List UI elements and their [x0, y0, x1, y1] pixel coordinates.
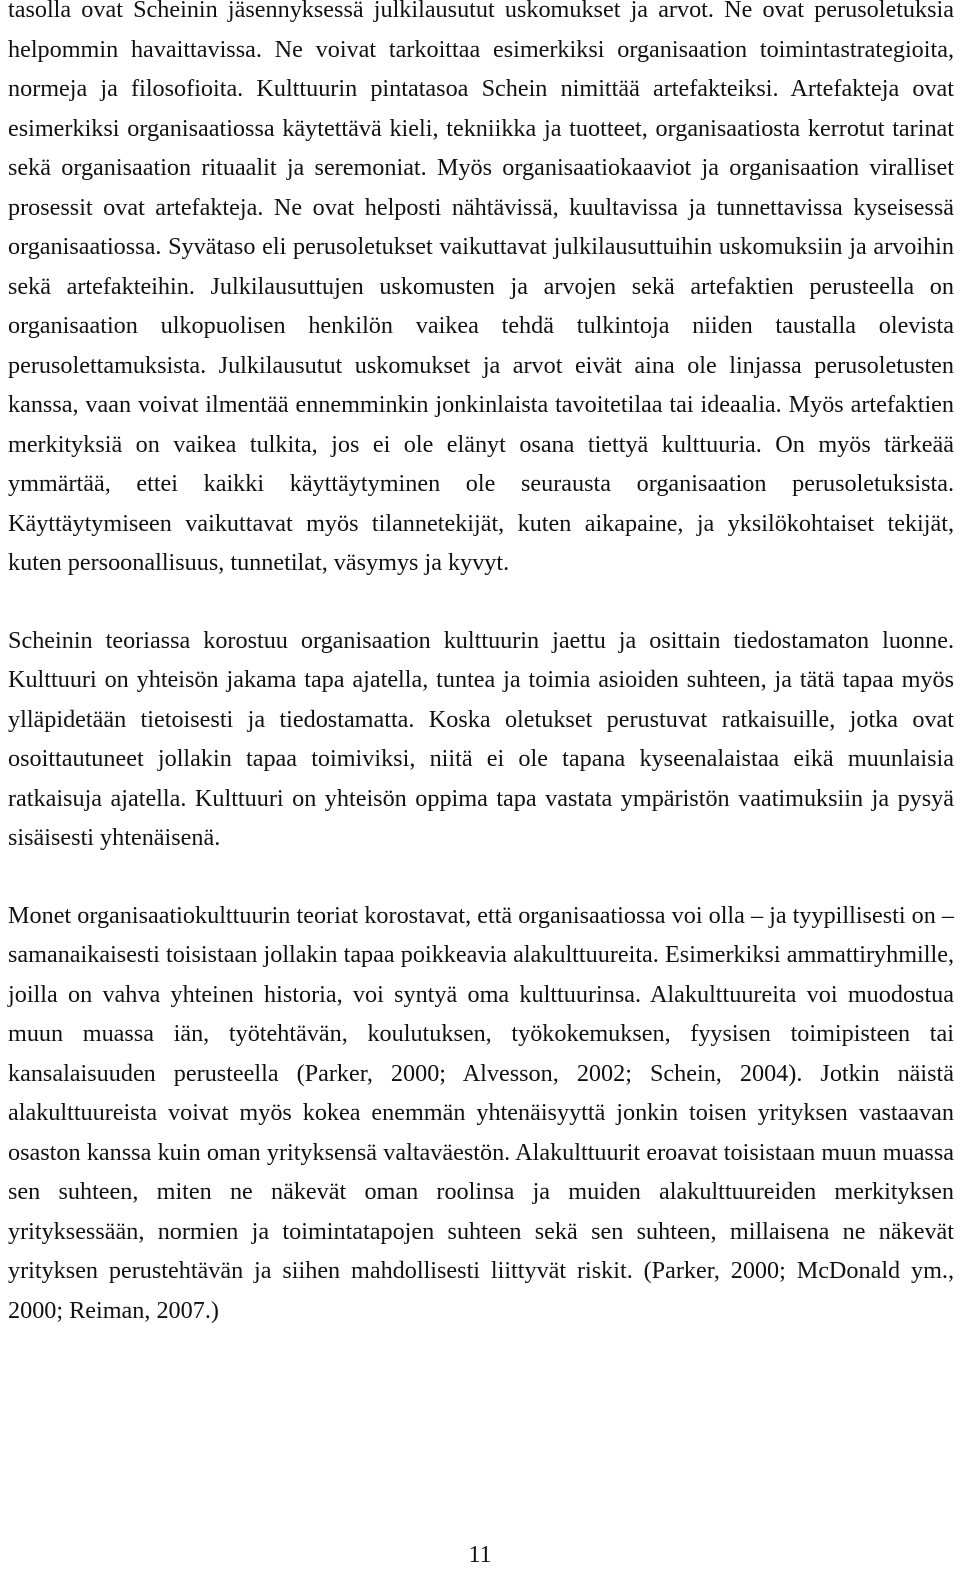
page-number: 11: [468, 1542, 492, 1568]
document-page: [8, 0, 954, 1330]
body-paragraph: Monet organisaatiokulttuurin teoriat korostavat, että organisaatiossa voi olla – ja tyypillisesti on – samanaikaisesti toisistaan jollakin tapaa poikkeavia alakulttuureita. Esimerkiksi ammattiryhmille, joilla on vahva yhteinen historia, voi syntyä oma kulttuurinsa. Alakulttuureita voi muodostua muun muassa iän, työtehtävän, koulutuksen, työkokemuksen, fyysisen toimipisteen tai kansalaisuuden perusteella (Parker, 2000; Alvesson, 2002; Schein, 2004). Jotkin näistä alakulttuureista voivat myös kokea enemmän yhtenäisyyttä jonkin toisen yrityksen vastaavan osaston kanssa kuin oman yrityksensä valtaväestön. Alakulttuurit eroavat toisistaan muun muassa sen suhteen, miten ne näkevät oman roolinsa ja muiden alakulttuureiden merkityksen yrityksessään, normien ja toimintatapojen suhteen sekä sen suhteen, millaisena ne näkevät yrityksen perustehtävän ja siihen mahdollisesti liittyvät riskit. (Parker, 2000; McDonald ym., 2000; Reiman, 2007.): [8, 901, 954, 1324]
body-paragraph: tasolla ovat Scheinin jäsennyksessä julkilausutut uskomukset ja arvot. Ne ovat perusoletuksia helpommin havaittavissa. Ne voivat tarkoittaa esimerkiksi organisaation toimintastrategioita, normeja ja filosofioita. Kulttuurin pintatasoa Schein nimittää artefakteiksi. Artefakteja ovat esimerkiksi organisaatiossa käytettävä kieli, tekniikka ja tuotteet, organisaatiosta kerrotut tarinat sekä organisaation rituaalit ja seremoniat. Myös organisaatiokaaviot ja organisaation viralliset prosessit ovat artefakteja. Ne ovat helposti nähtävissä, kuultavissa ja tunnettavissa kyseisessä organisaatiossa. Syvätaso eli perusoletukset vaikuttavat julkilausuttuihin uskomuksiin ja arvoihin sekä artefakteihin. Julkilausuttujen uskomusten ja arvojen sekä artefaktien perusteella on organisaation ulkopuolisen henkilön vaikea tehdä tulkintoja niiden taustalla olevista perusolettamuksista. Julkilausutut uskomukset ja arvot eivät aina ole linjassa perusoletusten kanssa, vaan voivat ilmentää ennemminkin jonkinlaista tavoitetilaa tai ideaalia. Myös artefaktien merkityksiä on vaikea tulkita, jos ei ole elänyt osana tiettyä kulttuuria. On myös tärkeää ymmärtää, ettei kaikki käyttäytyminen ole seurausta organisaation perusoletuksista. Käyttäytymiseen vaikuttavat myös tilannetekijät, kuten aikapaine, ja yksilökohtaiset tekijät, kuten persoonallisuus, tunnetilat, väsymys ja kyvyt.: [8, 0, 954, 576]
body-paragraph: Scheinin teoriassa korostuu organisaation kulttuurin jaettu ja osittain tiedostamaton luonne. Kulttuuri on yhteisön jakama tapa ajatella, tuntea ja toimia asioiden suhteen, ja tätä tapaa myös ylläpidetään tietoisesti ja tiedostamatta. Koska oletukset perustuvat ratkaisuille, jotka ovat osoittautuneet jollakin tapaa toimiviksi, niitä ei ole tapana kyseenalaistaa eikä muunlaisia ratkaisuja ajatella. Kulttuuri on yhteisön oppima tapa vastata ympäristön vaatimuksiin ja pysyä sisäisesti yhtenäisenä.: [8, 626, 954, 851]
